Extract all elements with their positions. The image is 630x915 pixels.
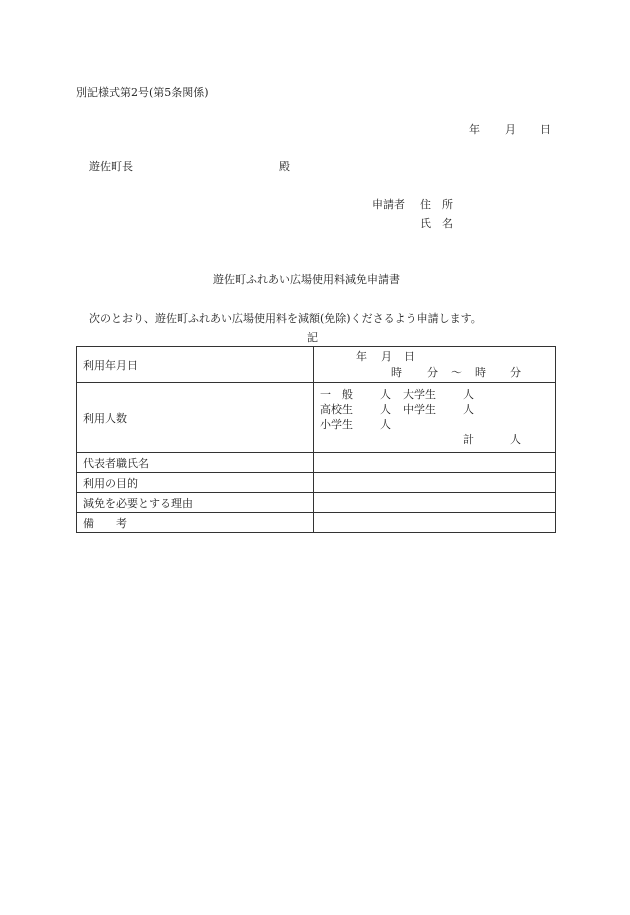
table-row-attendance (77, 383, 556, 453)
usage-tilde: ～ (451, 366, 462, 379)
university-unit: 人 (463, 388, 474, 401)
name-label: 氏 名 (420, 217, 453, 230)
addressee-honorific: 殿 (279, 160, 290, 173)
table-row-purpose (77, 473, 556, 493)
address-label: 住 所 (420, 198, 453, 211)
table-row-usage-date (77, 347, 556, 383)
university-label: 大学生 (403, 388, 436, 401)
document-title: 遊佐町ふれあい広場使用料減免申請書 (213, 273, 400, 286)
table-row-representative (77, 453, 556, 473)
elementary-label: 小学生 (320, 418, 353, 431)
table-row-reason (77, 493, 556, 513)
purpose-value[interactable] (314, 473, 556, 493)
usage-hour-start: 時 (391, 366, 402, 379)
general-label: 一 般 (320, 388, 353, 401)
usage-date-label: 利用年月日 (77, 347, 314, 383)
representative-label: 代表者職氏名 (77, 453, 314, 473)
highschool-unit: 人 (380, 403, 391, 416)
table-row-remarks (77, 513, 556, 533)
usage-year: 年 (356, 350, 367, 363)
general-unit: 人 (380, 388, 391, 401)
juniorhigh-unit: 人 (463, 403, 474, 416)
ki-label: 記 (307, 331, 318, 344)
form-number: 別記様式第2号(第5条関係) (76, 86, 209, 99)
highschool-label: 高校生 (320, 403, 353, 416)
remarks-label: 備 考 (77, 513, 314, 533)
total-unit: 人 (510, 433, 521, 446)
date-month-label: 月 (505, 123, 516, 136)
purpose-label: 利用の目的 (77, 473, 314, 493)
representative-value[interactable] (314, 453, 556, 473)
usage-month: 月 (381, 350, 392, 363)
date-year-label: 年 (469, 123, 480, 136)
total-label: 計 (463, 433, 474, 446)
reason-value[interactable] (314, 493, 556, 513)
date-day-label: 日 (540, 123, 551, 136)
usage-day: 日 (404, 350, 415, 363)
elementary-unit: 人 (380, 418, 391, 431)
attendance-label: 利用人数 (77, 383, 314, 453)
reason-label: 減免を必要とする理由 (77, 493, 314, 513)
usage-date-value[interactable] (314, 347, 556, 383)
document-body: 次のとおり、遊佐町ふれあい広場使用料を減額(免除)くださるよう申請します。 (89, 312, 482, 325)
application-table (76, 346, 556, 533)
juniorhigh-label: 中学生 (403, 403, 436, 416)
usage-minute-start: 分 (427, 366, 438, 379)
usage-minute-end: 分 (510, 366, 521, 379)
applicant-label: 申請者 (372, 198, 405, 211)
remarks-value[interactable] (314, 513, 556, 533)
attendance-value[interactable] (314, 383, 556, 453)
usage-hour-end: 時 (475, 366, 486, 379)
addressee-name: 遊佐町長 (89, 160, 133, 173)
